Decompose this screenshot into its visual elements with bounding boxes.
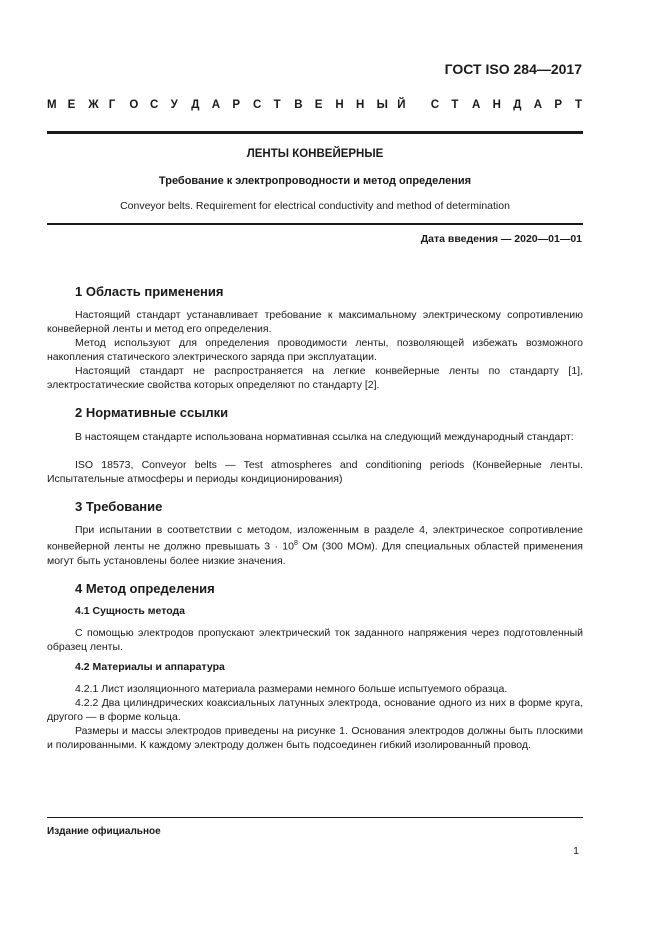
section-1-paragraph-1: Настоящий стандарт устанавливает требование к максимальному электрическому сопротивлению конвейерной ленты и метод его определения. bbox=[47, 309, 583, 335]
banner-letter: А bbox=[211, 99, 221, 111]
section-4-2-2-paragraph: 4.2.2 Два цилиндрических коаксиальных латунных электрода, основание одного из них в форме круга, другого — в форме кольца. bbox=[47, 697, 583, 723]
section-4-2-dimensions-paragraph: Размеры и массы электродов приведены на рисунке 1. Основания электродов должны быть плоскими и полированными. К каждому электроду должен быть подсоединен гибкий изолированный провод. bbox=[47, 725, 583, 751]
banner-letter: Н bbox=[356, 99, 365, 111]
banner-letter: Р bbox=[554, 99, 563, 111]
banner-letter: Д bbox=[513, 99, 522, 111]
section-1-paragraph-3: Настоящий стандарт не распространяется на легкие конвейерные ленты по стандарту [1], электростатические свойства которых определяют по стандарту [2]. bbox=[47, 365, 583, 391]
banner-letter: Т bbox=[575, 99, 583, 111]
banner-letter: Д bbox=[191, 99, 200, 111]
section-2-paragraph-1: В настоящем стандарте использована нормативная ссылка на следующий международный стандарт: bbox=[75, 431, 574, 443]
banner-letter: Й bbox=[397, 99, 406, 111]
date-of-introduction: Дата введения — 2020—01—01 bbox=[420, 233, 582, 245]
official-edition-label: Издание официальное bbox=[47, 826, 161, 837]
banner-letter: Н bbox=[492, 99, 501, 111]
header-rule bbox=[47, 131, 583, 134]
section-1-paragraph-2: Метод используют для определения проводимости ленты, позволяющей избежать возможного накопления статического электрического заряда при эксплуатации. bbox=[47, 337, 583, 363]
banner-letter: В bbox=[294, 99, 303, 111]
banner-letter: Е bbox=[314, 99, 323, 111]
banner-letter: Е bbox=[67, 99, 76, 111]
banner-letter: Н bbox=[335, 99, 344, 111]
page-number: 1 bbox=[573, 845, 579, 857]
section-2-heading: 2 Нормативные ссылки bbox=[75, 405, 229, 420]
banner-letter: О bbox=[129, 99, 139, 111]
banner-letter: М bbox=[47, 99, 57, 111]
banner-letter: Р bbox=[232, 99, 241, 111]
section-4-2-1-paragraph: 4.2.1 Лист изоляционного материала размерами немного больше испытуемого образца. bbox=[75, 683, 508, 695]
banner-letter: С bbox=[150, 99, 159, 111]
banner-letter: Ж bbox=[88, 99, 99, 111]
banner-letter: Т bbox=[273, 99, 281, 111]
banner-letter: Ы bbox=[376, 99, 388, 111]
banner-letter: Г bbox=[108, 99, 116, 111]
banner-letter: Т bbox=[451, 99, 459, 111]
section-1-heading: 1 Область применения bbox=[75, 284, 224, 299]
section-3-paragraph-1: При испытании в соответствии с методом, изложенным в разделе 4, электрическое сопротивление конвейерной ленты не должно превышать $3 \cdot 10^8$ Ом (300 МОм). Для специальных областей применения могут быть установлены более низкие значения. bbox=[47, 524, 583, 567]
banner-letter: С bbox=[430, 99, 440, 111]
section-4-heading: 4 Метод определения bbox=[75, 581, 215, 596]
banner-letter: У bbox=[170, 99, 178, 111]
title-rule bbox=[47, 223, 583, 225]
document-subtitle: Требование к электропроводности и метод определения bbox=[158, 175, 472, 187]
banner-letter: А bbox=[472, 99, 481, 111]
section-4-1-paragraph: С помощью электродов пропускают электрический ток заданного напряжения через подготовленный образец ленты. bbox=[47, 627, 583, 653]
section-4-1-heading: 4.1 Сущность метода bbox=[75, 605, 186, 617]
interstate-standard-banner bbox=[47, 99, 583, 115]
english-title: Conveyor belts. Requirement for electrical conductivity and method of determination bbox=[120, 200, 510, 212]
banner-letter: С bbox=[253, 99, 262, 111]
footer-rule bbox=[47, 817, 583, 818]
section-3-heading: 3 Требование bbox=[75, 499, 163, 514]
section-4-2-heading: 4.2 Материалы и аппаратура bbox=[75, 661, 225, 673]
document-title: ЛЕНТЫ КОНВЕЙЕРНЫЕ bbox=[246, 148, 384, 160]
gost-number: ГОСТ ISO 284—2017 bbox=[444, 61, 582, 77]
section-2-reference: ISO 18573, Conveyor belts — Test atmospheres and conditioning periods (Конвейерные ленты. Испытательные атмосферы и периоды кондиционирования) bbox=[47, 459, 583, 485]
banner-letter: А bbox=[533, 99, 543, 111]
